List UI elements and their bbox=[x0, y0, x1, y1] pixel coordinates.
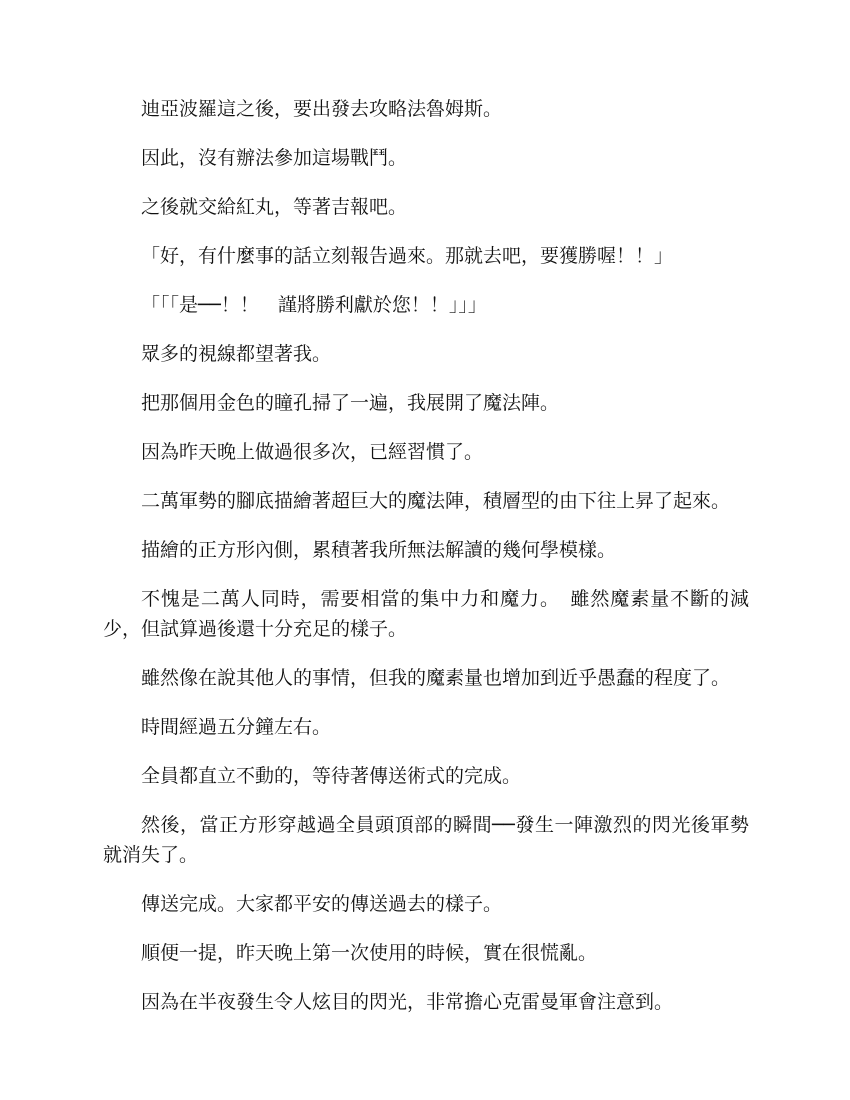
paragraph-11: 不愧是二萬人同時，需要相當的集中力和魔力。 雖然魔素量不斷的減少，但試算過後還十分充足的樣子。 bbox=[103, 588, 749, 640]
paragraph-15: 然後，當正方形穿越過全員頭頂部的瞬間──發生一陣激烈的閃光後軍勢就消失了。 bbox=[103, 814, 749, 866]
paragraph-7: 把那個用金色的瞳孔掃了一遍，我展開了魔法陣。 bbox=[141, 392, 560, 414]
paragraph-17: 順便一提，昨天晚上第一次使用的時候，實在很慌亂。 bbox=[141, 942, 598, 964]
paragraph-4: 「好，有什麼事的話立刻報告過來。那就去吧，要獲勝喔！！」 bbox=[141, 245, 674, 267]
paragraph-14: 全員都直立不動的，等待著傳送術式的完成。 bbox=[141, 765, 522, 787]
paragraph-13: 時間經過五分鐘左右。 bbox=[141, 716, 332, 738]
paragraph-9: 二萬軍勢的腳底描繪著超巨大的魔法陣，積層型的由下往上昇了起來。 bbox=[141, 490, 731, 512]
paragraph-12: 雖然像在說其他人的事情，但我的魔素量也增加到近乎愚蠢的程度了。 bbox=[141, 667, 731, 689]
paragraph-1: 迪亞波羅這之後，要出發去攻略法魯姆斯。 bbox=[141, 98, 503, 120]
paragraph-2: 因此，沒有辦法參加這場戰鬥。 bbox=[141, 147, 408, 169]
paragraph-18: 因為在半夜發生令人炫目的閃光，非常擔心克雷曼軍會注意到。 bbox=[141, 991, 674, 1013]
paragraph-3: 之後就交給紅丸，等著吉報吧。 bbox=[141, 196, 408, 218]
document-page bbox=[103, 94, 749, 1036]
paragraph-10: 描繪的正方形內側，累積著我所無法解讀的幾何學模樣。 bbox=[141, 539, 617, 561]
paragraph-16: 傳送完成。大家都平安的傳送過去的樣子。 bbox=[141, 893, 503, 915]
paragraph-8: 因為昨天晚上做過很多次，已經習慣了。 bbox=[141, 441, 484, 463]
paragraph-5: 「「「是──！！ 謹將勝利獻於您！！」」」 bbox=[141, 294, 487, 316]
paragraph-6: 眾多的視線都望著我。 bbox=[141, 343, 332, 365]
